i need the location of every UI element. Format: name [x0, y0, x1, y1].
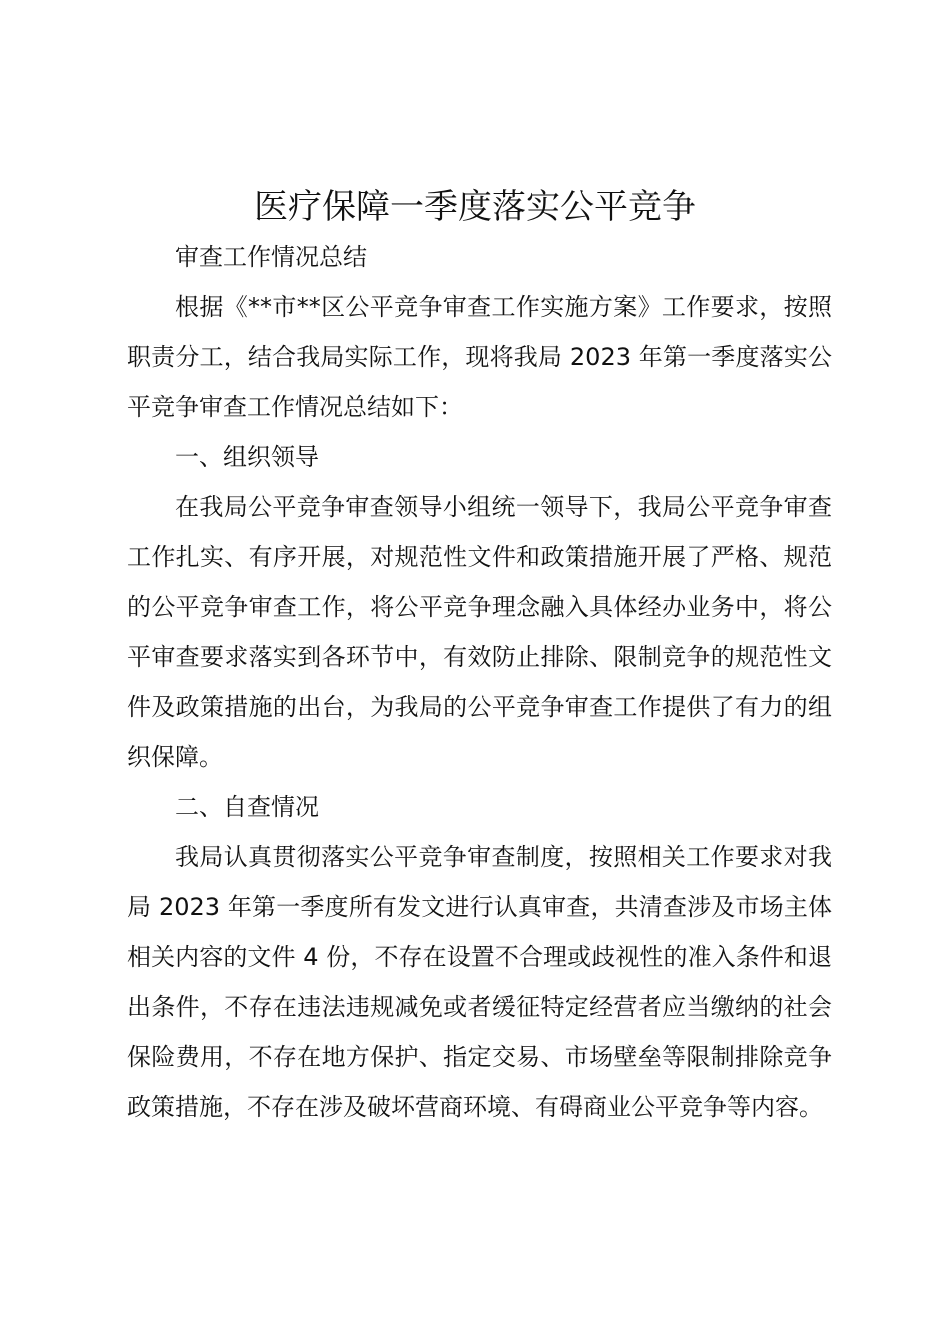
subtitle-paragraph: 审查工作情况总结 — [175, 243, 367, 271]
self-check-paragraph: 我局认真贯彻落实公平竞争审查制度，按照相关工作要求对我局 2023 年第一季度所有发文进行认真审查，共清查涉及市场主体相关内容的文件 4 份，不存在设置不合理或歧视性的准入条件和退出条件，不存在违法违规减免或者缓征特定经营者应当缴纳的社会保险费用，不存在地方保护、指定交易、市场壁垒等限制排除竞争政策措施，不存在涉及破坏营商环境、有碍商业公平竞争等内容。 — [127, 843, 832, 1121]
intro-paragraph: 根据《**市**区公平竞争审查工作实施方案》工作要求，按照职责分工，结合我局实际工作，现将我局 2023 年第一季度落实公平竞争审查工作情况总结如下： — [127, 293, 832, 421]
section-heading-organization: 一、组织领导 — [175, 443, 319, 471]
document-title: 医疗保障一季度落实公平竞争 — [254, 187, 696, 227]
document-body — [127, 232, 832, 1132]
section-heading-self-check: 二、自查情况 — [175, 793, 319, 821]
organization-paragraph: 在我局公平竞争审查领导小组统一领导下，我局公平竞争审查工作扎实、有序开展，对规范性文件和政策措施开展了严格、规范的公平竞争审查工作，将公平竞争理念融入具体经办业务中，将公平审查要求落实到各环节中，有效防止排除、限制竞争的规范性文件及政策措施的出台，为我局的公平竞争审查工作提供了有力的组织保障。 — [127, 493, 832, 771]
